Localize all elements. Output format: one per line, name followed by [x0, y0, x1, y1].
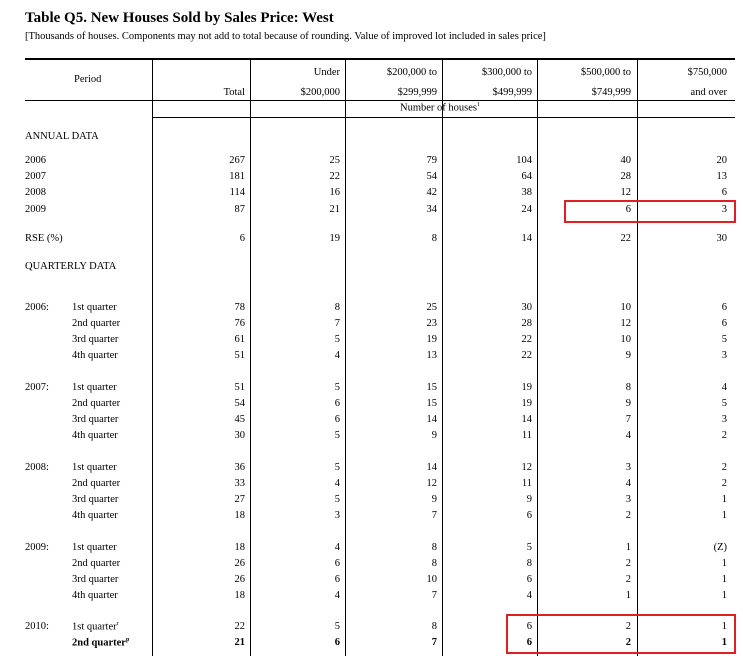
column-divider	[442, 60, 443, 656]
quarter-row-cell: 9	[431, 430, 437, 441]
annual-row-cell: 34	[426, 204, 437, 215]
annual-row-cell: 87	[234, 204, 245, 215]
annual-row-cell: 13	[716, 171, 727, 182]
quarter-row-cell: 1	[721, 574, 727, 585]
quarter-year-label: 2010:	[25, 621, 49, 632]
quarter-row-cell: 1	[721, 637, 727, 648]
column-header-line2: $499,999	[492, 87, 532, 98]
quarter-row-cell: 8	[625, 382, 631, 393]
annual-row-cell: 6	[625, 204, 631, 215]
quarter-row-cell: 8	[334, 302, 340, 313]
annual-row-cell: 12	[620, 187, 631, 198]
quarter-row-cell: 9	[625, 398, 631, 409]
quarter-label: 4th quarter	[72, 590, 118, 601]
quarter-row-cell: 1	[625, 542, 631, 553]
table-subtitle: [Thousands of houses. Components may not add to total because of rounding. Value of improved lot included in sales price]	[25, 31, 546, 42]
annual-row-cell: 40	[620, 155, 631, 166]
annual-section-label: ANNUAL DATA	[25, 131, 99, 142]
quarter-row-cell: 28	[521, 318, 532, 329]
quarter-row-cell: 9	[431, 494, 437, 505]
quarter-row-cell: 8	[431, 621, 437, 632]
quarter-row-cell: 2	[625, 621, 631, 632]
revision-mark: r	[116, 621, 119, 627]
quarter-row-cell: 6	[334, 574, 340, 585]
quarter-row-cell: 5	[526, 542, 532, 553]
quarter-row-cell: 1	[721, 590, 727, 601]
quarter-row-cell: 13	[426, 350, 437, 361]
quarter-row-cell: 26	[234, 574, 245, 585]
quarter-row-cell: 8	[431, 558, 437, 569]
quarter-row-cell: 30	[234, 430, 245, 441]
quarter-row-cell: 2	[721, 478, 727, 489]
annual-row-cell: 25	[329, 155, 340, 166]
quarterly-section-label: QUARTERLY DATA	[25, 261, 117, 272]
quarter-label: 2nd quarter$^p$	[72, 637, 130, 649]
quarter-row-cell: 6	[334, 414, 340, 425]
quarter-label: 2nd quarter	[72, 318, 121, 329]
quarter-year-label: 2007:	[25, 382, 49, 393]
column-divider	[152, 60, 153, 656]
column-header-line2: $299,999	[397, 87, 437, 98]
quarter-row-cell: 3	[625, 462, 631, 473]
quarter-row-cell: 1	[721, 621, 727, 632]
header-bottom-rule	[25, 100, 735, 101]
annual-row-cell: 181	[229, 171, 245, 182]
quarter-label: 2nd quarter	[72, 398, 121, 409]
quarter-row-cell: 2	[625, 558, 631, 569]
quarter-row-cell: 5	[334, 430, 340, 441]
annual-row-cell: 104	[516, 155, 532, 166]
quarter-row-cell: 11	[521, 478, 532, 489]
quarter-label: 4th quarter	[72, 510, 118, 521]
quarter-year-label: 2006:	[25, 302, 49, 313]
rse-row-cell: 6	[239, 233, 245, 244]
quarter-row-cell: 19	[521, 398, 532, 409]
annual-row-cell: 22	[329, 171, 340, 182]
quarter-row-cell: 78	[234, 302, 245, 313]
highlight-box	[564, 200, 736, 223]
quarter-label: 1st quarter	[72, 542, 117, 553]
annual-row-cell: 42	[426, 187, 437, 198]
quarter-label: 1st quarter	[72, 462, 117, 473]
quarter-row-cell: 1	[721, 510, 727, 521]
quarter-row-cell: 6	[334, 398, 340, 409]
annual-row-cell: 16	[329, 187, 340, 198]
quarter-row-cell: 45	[234, 414, 245, 425]
annual-year: 2006	[25, 155, 46, 166]
column-header-line2: Total	[223, 87, 245, 98]
column-header-line1: $750,000	[687, 67, 727, 78]
quarter-row-cell: 8	[526, 558, 532, 569]
quarter-label: 2nd quarter	[72, 558, 121, 569]
quarter-row-cell: 5	[334, 494, 340, 505]
annual-year: 2008	[25, 187, 46, 198]
quarter-row-cell: 4	[625, 430, 631, 441]
quarter-row-cell: 6	[721, 318, 727, 329]
rse-row-cell: 22	[620, 233, 631, 244]
quarter-row-cell: 6	[334, 637, 340, 648]
quarter-label: 1st quarter	[72, 382, 117, 393]
quarter-label: 3rd quarter	[72, 334, 119, 345]
quarter-row-cell: 2	[721, 430, 727, 441]
quarter-row-cell: 3	[625, 494, 631, 505]
quarter-row-cell: 1	[625, 590, 631, 601]
quarter-row-cell: 30	[521, 302, 532, 313]
quarter-row-cell: 2	[625, 510, 631, 521]
highlight-box	[506, 614, 736, 654]
annual-row-cell: 24	[521, 204, 532, 215]
quarter-row-cell: 4	[334, 590, 340, 601]
quarter-row-cell: 18	[234, 590, 245, 601]
quarter-row-cell: 10	[426, 574, 437, 585]
annual-row-cell: 64	[521, 171, 532, 182]
quarter-year-label: 2008:	[25, 462, 49, 473]
units-label: Number of houses$^1$	[400, 102, 480, 114]
quarter-row-cell: 23	[426, 318, 437, 329]
quarter-row-cell: 7	[431, 637, 437, 648]
quarter-row-cell: 4	[334, 542, 340, 553]
quarter-row-cell: 5	[334, 382, 340, 393]
table-top-rule	[25, 58, 735, 60]
table-title: Table Q5. New Houses Sold by Sales Price: West	[25, 10, 334, 26]
quarter-row-cell: 12	[620, 318, 631, 329]
quarter-row-cell: 15	[426, 398, 437, 409]
quarter-row-cell: 54	[234, 398, 245, 409]
quarter-row-cell: 6	[526, 621, 532, 632]
column-divider	[637, 60, 638, 656]
annual-row-cell: 79	[426, 155, 437, 166]
quarter-row-cell: 8	[431, 542, 437, 553]
annual-row-cell: 28	[620, 171, 631, 182]
column-header-line1: $200,000 to	[386, 67, 437, 78]
quarter-row-cell: 33	[234, 478, 245, 489]
quarter-label: 3rd quarter	[72, 414, 119, 425]
quarter-label: 3rd quarter	[72, 494, 119, 505]
period-header: Period	[74, 74, 102, 85]
quarter-row-cell: 12	[521, 462, 532, 473]
quarter-row-cell: 5	[721, 334, 727, 345]
quarter-row-cell: 4	[625, 478, 631, 489]
quarter-row-cell: 5	[721, 398, 727, 409]
quarter-row-cell: 26	[234, 558, 245, 569]
quarter-row-cell: 4	[721, 382, 727, 393]
rse-row-cell: 30	[716, 233, 727, 244]
quarter-row-cell: 19	[426, 334, 437, 345]
annual-year: 2009	[25, 204, 46, 215]
quarter-row-cell: 61	[234, 334, 245, 345]
quarter-row-cell: 9	[526, 494, 532, 505]
quarter-row-cell: 51	[234, 350, 245, 361]
quarter-row-cell: 3	[721, 350, 727, 361]
quarter-row-cell: 15	[426, 382, 437, 393]
quarter-label: 1st quarter	[72, 302, 117, 313]
quarter-row-cell: 10	[620, 302, 631, 313]
column-divider	[345, 60, 346, 656]
quarter-row-cell: 7	[431, 510, 437, 521]
quarter-row-cell: 2	[721, 462, 727, 473]
column-header-line2: $200,000	[300, 87, 340, 98]
quarter-row-cell: 2	[625, 574, 631, 585]
annual-row-cell: 267	[229, 155, 245, 166]
column-header-line2: and over	[690, 87, 727, 98]
quarter-row-cell: 7	[625, 414, 631, 425]
revision-mark: p	[125, 637, 130, 643]
quarter-row-cell: 21	[234, 637, 245, 648]
quarter-row-cell: 6	[334, 558, 340, 569]
quarter-row-cell: 3	[334, 510, 340, 521]
quarter-row-cell: 22	[521, 350, 532, 361]
quarter-row-cell: 9	[625, 350, 631, 361]
quarter-row-cell: 3	[721, 414, 727, 425]
quarter-row-cell: 6	[526, 637, 532, 648]
quarter-row-cell: 14	[426, 462, 437, 473]
annual-row-cell: 38	[521, 187, 532, 198]
quarter-row-cell: 7	[334, 318, 340, 329]
rse-row-cell: 14	[521, 233, 532, 244]
column-header-line1: $300,000 to	[481, 67, 532, 78]
quarter-label: 4th quarter	[72, 430, 118, 441]
quarter-row-cell: 14	[426, 414, 437, 425]
quarter-row-cell: 1	[721, 494, 727, 505]
rse-row-cell: 8	[431, 233, 437, 244]
column-divider	[250, 60, 251, 656]
quarter-row-cell: 5	[334, 621, 340, 632]
annual-row-cell: 114	[229, 187, 245, 198]
quarter-row-cell: 5	[334, 334, 340, 345]
quarter-row-cell: 22	[521, 334, 532, 345]
quarter-row-cell: 5	[334, 462, 340, 473]
quarter-label: 4th quarter	[72, 350, 118, 361]
quarter-row-cell: 10	[620, 334, 631, 345]
quarter-row-cell: 18	[234, 542, 245, 553]
quarter-row-cell: 6	[526, 510, 532, 521]
annual-row-cell: 54	[426, 171, 437, 182]
footnote-mark: 1	[477, 102, 480, 108]
column-divider	[537, 60, 538, 656]
quarter-label: 1st quarter$^r$	[72, 621, 119, 633]
annual-year: 2007	[25, 171, 46, 182]
annual-row-cell: 21	[329, 204, 340, 215]
quarter-row-cell: 14	[521, 414, 532, 425]
quarter-row-cell: 12	[426, 478, 437, 489]
units-bottom-rule	[152, 117, 735, 118]
rse-row-cell: 19	[329, 233, 340, 244]
quarter-row-cell: 4	[526, 590, 532, 601]
quarter-row-cell: (Z)	[713, 542, 727, 553]
quarter-row-cell: 4	[334, 478, 340, 489]
rse-label: RSE (%)	[25, 233, 63, 244]
quarter-row-cell: 25	[426, 302, 437, 313]
quarter-row-cell: 11	[521, 430, 532, 441]
quarter-label: 2nd quarter	[72, 478, 121, 489]
quarter-year-label: 2009:	[25, 542, 49, 553]
quarter-row-cell: 27	[234, 494, 245, 505]
quarter-row-cell: 4	[334, 350, 340, 361]
quarter-label: 3rd quarter	[72, 574, 119, 585]
column-header-line1: Under	[313, 67, 340, 78]
quarter-row-cell: 6	[721, 302, 727, 313]
quarter-row-cell: 19	[521, 382, 532, 393]
annual-row-cell: 3	[721, 204, 727, 215]
annual-row-cell: 6	[721, 187, 727, 198]
quarter-row-cell: 1	[721, 558, 727, 569]
column-header-line2: $749,999	[591, 87, 631, 98]
quarter-row-cell: 2	[625, 637, 631, 648]
quarter-row-cell: 76	[234, 318, 245, 329]
column-header-line1: $500,000 to	[580, 67, 631, 78]
quarter-row-cell: 36	[234, 462, 245, 473]
quarter-row-cell: 18	[234, 510, 245, 521]
quarter-row-cell: 51	[234, 382, 245, 393]
quarter-row-cell: 22	[234, 621, 245, 632]
quarter-row-cell: 6	[526, 574, 532, 585]
quarter-row-cell: 7	[431, 590, 437, 601]
annual-row-cell: 20	[716, 155, 727, 166]
